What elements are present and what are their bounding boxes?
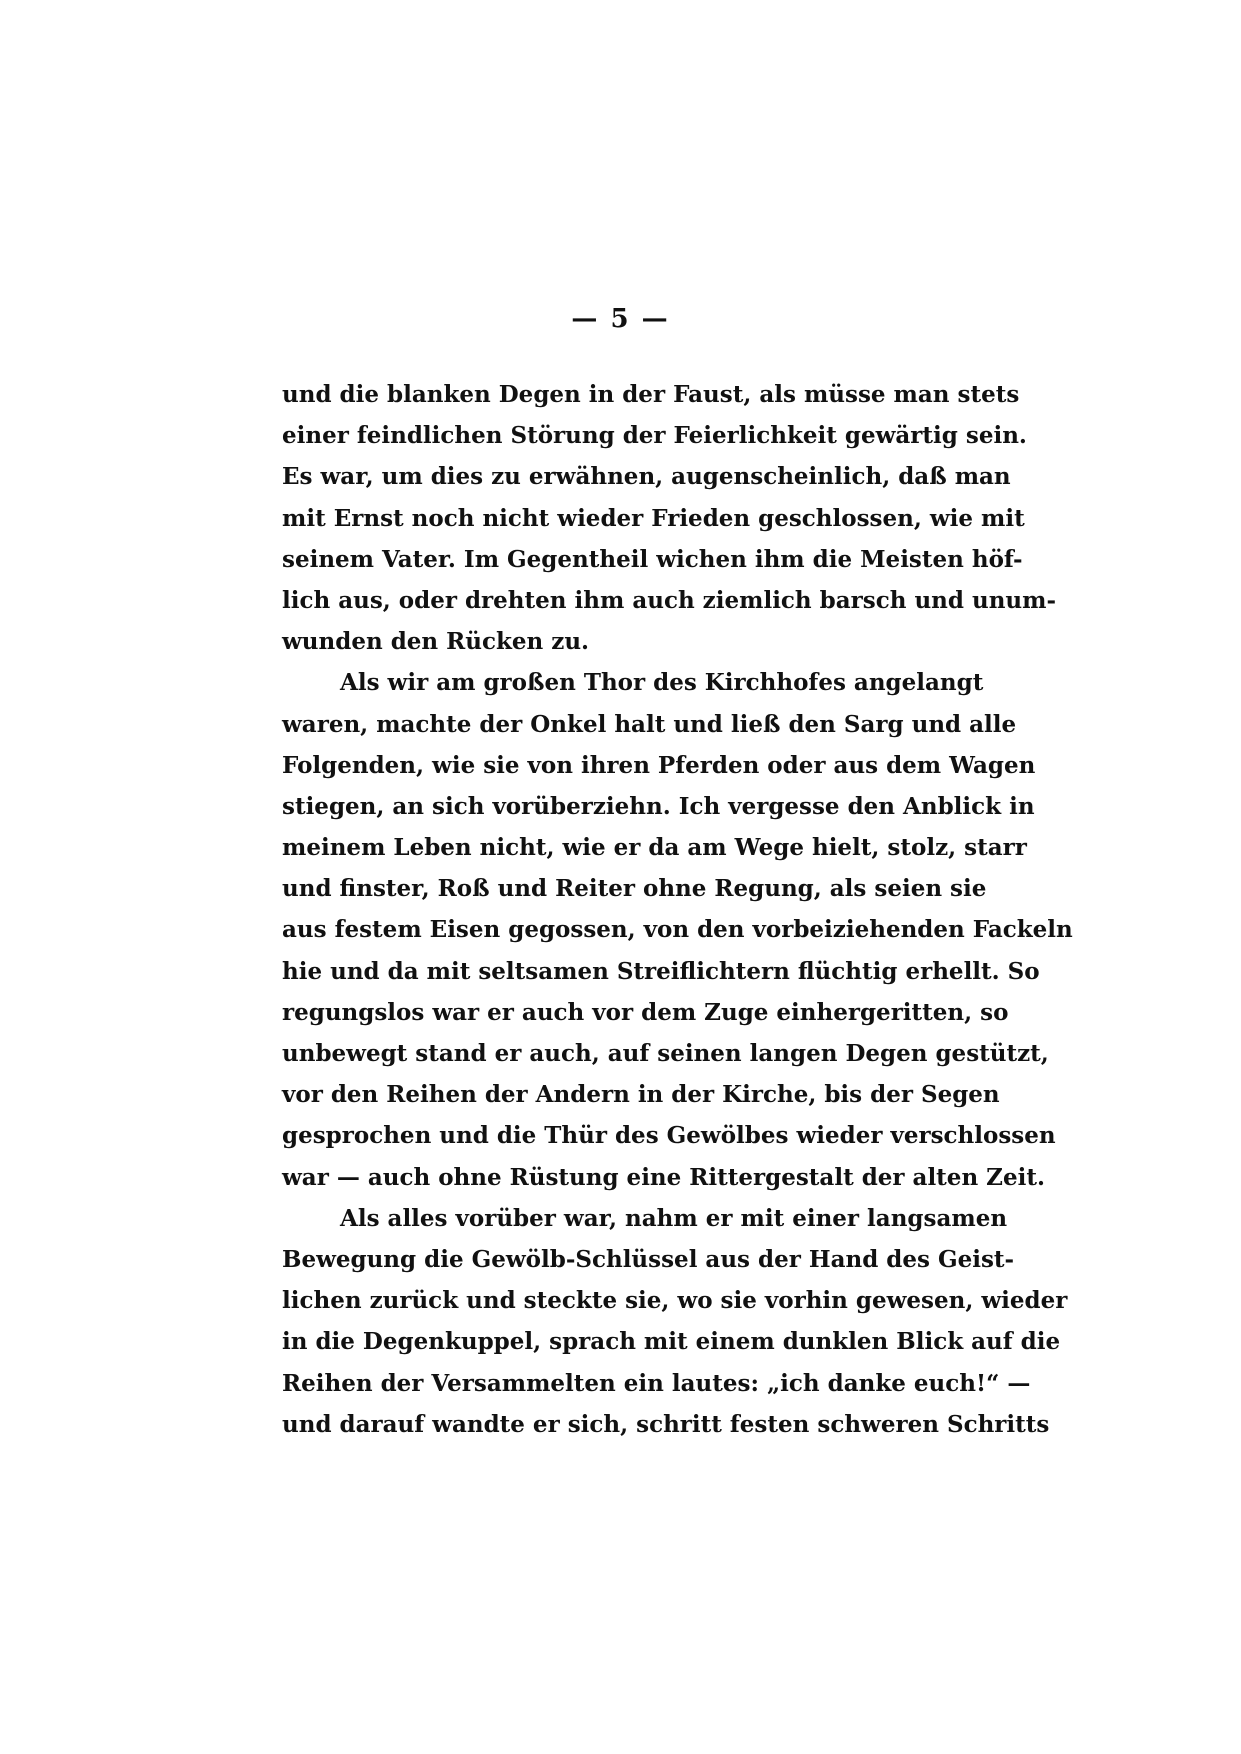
text-line: Bewegung die Gewölb-Schlüssel aus der Hand des Geist- xyxy=(282,1245,1015,1273)
text-line: unbewegt stand er auch, auf seinen langen Degen gestützt, xyxy=(282,1040,1049,1067)
text-line: aus festem Eisen gegossen, von den vorbeiziehenden Fackeln xyxy=(282,916,1073,944)
page-number: — 5 — xyxy=(571,304,670,334)
text-line: Reihen der Versammelten ein lautes: „ich danke euch!“ — xyxy=(282,1369,1031,1397)
text-line: und die blanken Degen in der Faust, als müsse man stets xyxy=(282,381,1020,408)
paragraph-3 xyxy=(282,1198,1068,1445)
text-line: lichen zurück und steckte sie, wo sie vorhin gewesen, wieder xyxy=(282,1287,1068,1315)
text-line: war — auch ohne Rüstung eine Rittergestalt der alten Zeit. xyxy=(282,1163,1045,1191)
text-line: waren, machte der Onkel halt und ließ den Sarg und alle xyxy=(282,710,1017,738)
text-line: regungslos war er auch vor dem Zuge einhergeritten, so xyxy=(282,998,1009,1026)
text-line: vor den Reihen der Andern in der Kirche, bis der Segen xyxy=(282,1081,1000,1109)
text-line: in die Degenkuppel, sprach mit einem dunklen Blick auf die xyxy=(282,1328,1061,1356)
text-line: Als alles vorüber war, nahm er mit einer langsamen xyxy=(340,1204,1008,1232)
text-line: mit Ernst noch nicht wieder Frieden geschlossen, wie mit xyxy=(282,504,1025,532)
text-line: lich aus, oder drehten ihm auch ziemlich barsch und unum- xyxy=(282,586,1057,614)
text-line: und darauf wandte er sich, schritt festen schweren Schritts xyxy=(282,1410,1050,1438)
paragraph-1 xyxy=(282,374,1057,662)
paragraph-2 xyxy=(282,662,1073,1197)
text-line: gesprochen und die Thür des Gewölbes wieder verschlossen xyxy=(282,1122,1056,1150)
text-line: stiegen, an sich vorüberziehn. Ich vergesse den Anblick in xyxy=(282,792,1035,820)
text-line: wunden den Rücken zu. xyxy=(282,628,590,656)
text-line: Als wir am großen Thor des Kirchhofes angelangt xyxy=(340,669,984,697)
text-line: meinem Leben nicht, wie er da am Wege hielt, stolz, starr xyxy=(282,834,1027,862)
text-line: Es war, um dies zu erwähnen, augenscheinlich, daß man xyxy=(282,463,1011,491)
text-line: hie und da mit seltsamen Streiflichtern flüchtig erhellt. So xyxy=(282,957,1040,985)
text-line: seinem Vater. Im Gegentheil wichen ihm die Meisten höf- xyxy=(282,545,1023,573)
text-line: einer feindlichen Störung der Feierlichkeit gewärtig sein. xyxy=(282,422,1027,450)
text-line: und finster, Roß und Reiter ohne Regung, als seien sie xyxy=(282,875,987,903)
text-line: Folgenden, wie sie von ihren Pferden oder aus dem Wagen xyxy=(282,751,1036,779)
body-text xyxy=(282,374,1073,1445)
